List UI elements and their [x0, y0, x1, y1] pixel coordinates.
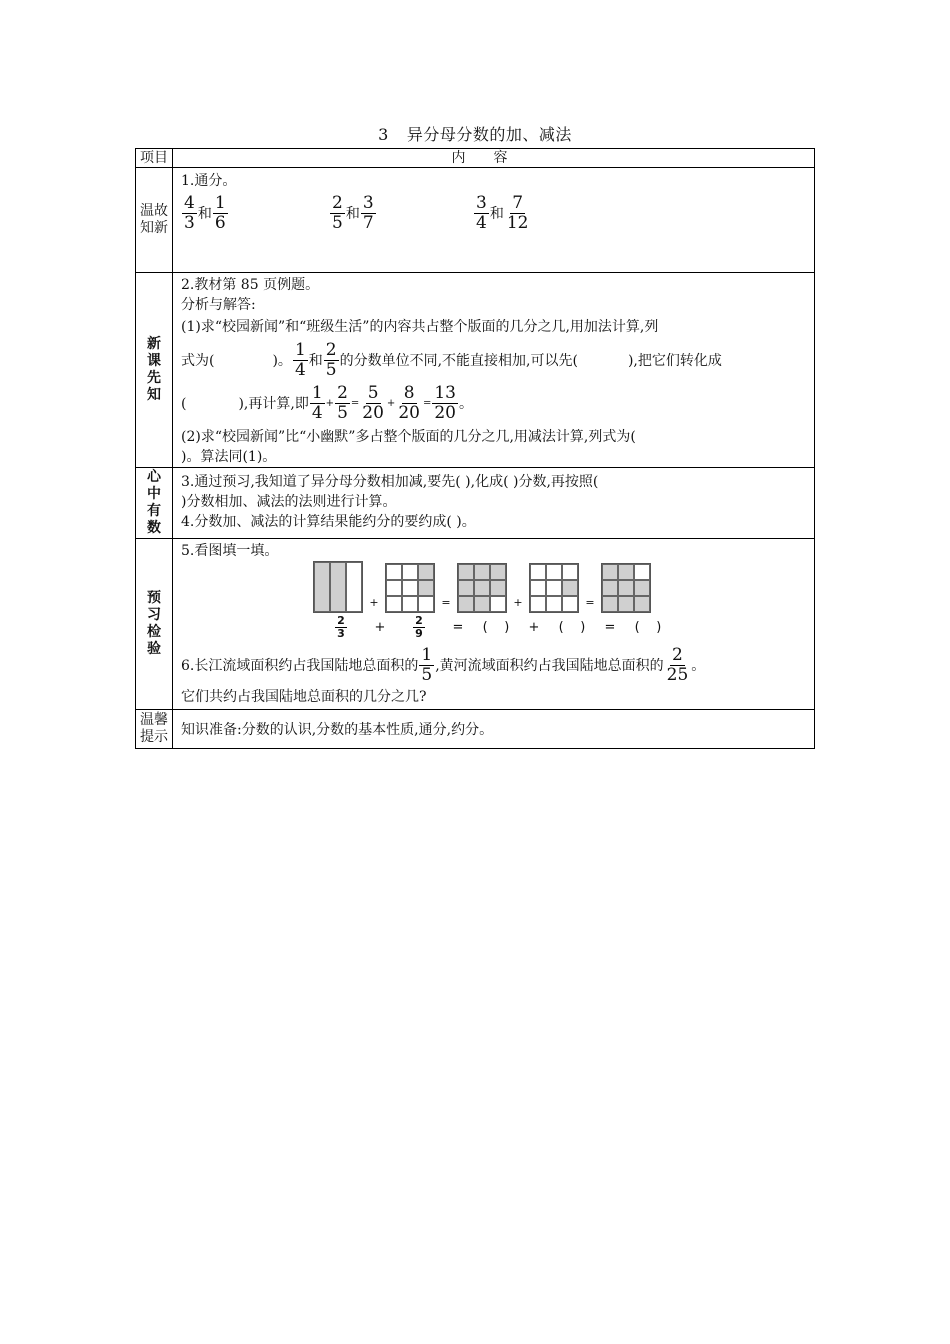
figure-thirds [313, 561, 363, 613]
lesson-table [135, 148, 815, 749]
figure-ninths-a [385, 563, 435, 613]
figure-ninths-b [457, 563, 507, 613]
tip-content: 知识准备:分数的认识,分数的基本性质,通分,约分。 [173, 710, 815, 749]
fraction: $\frac{2}{5}$ [337, 383, 348, 423]
check-content: 5.看图填一填。 + = + = $\frac{2}{3}$ + $\frac{2}{9}$ = ( ) + ( ) = ( ) 6.长江流域面积约占我国陆地总面积的 $\frac{1}{5}$ ,黄河流域面积约占我国陆地总面积的 $\frac{2}{25}$ 。 它们共约占我国陆地总面积的几分之几? [173, 539, 815, 710]
row-review [136, 168, 815, 273]
row-mind [136, 468, 815, 539]
fraction: $\frac{3}{7}$ [362, 193, 374, 233]
fraction: $\frac{13}{20}$ [434, 383, 456, 423]
question-1-title: 1.通分。 [181, 173, 237, 189]
fraction: $\frac{3}{4}$ [476, 193, 487, 233]
fraction: $\frac{2}{3}$ [337, 614, 345, 640]
question-6: 6.长江流域面积约占我国陆地总面积的 $\frac{1}{5}$ ,黄河流域面积约占我国陆地总面积的 $\frac{2}{25}$ 。 [181, 645, 706, 685]
fraction: $\frac{2}{5}$ [325, 340, 337, 380]
fraction: $\frac{4}{3}$ [184, 193, 195, 233]
row-label-tip: 温馨提示 [136, 710, 173, 749]
row-label-newlesson: 新课先知 [136, 273, 173, 468]
header-content: 内容 [173, 149, 815, 168]
newlesson-content: 2.教材第 85 页例题。 分析与解答: (1)求“校园新闻”和“班级生活”的内容共占整个版面的几分之几,用加法计算,列 式为( )。 $\frac{1}{4}$ 和 $\frac{2}{5}$ 的分数单位不同,不能直接相加,可以先( ),把它们转化成 ( ),再计算,即 $\frac{1}{4}$ + $\frac{2}{5}$ = $\frac{5}{20}$ + $\frac{8}{20}$ = $\frac{13}{20}$ 。 (2)求“校园新闻”比“小幽默”多占整个版面的几分之几,用减法计算,列式为( )。算法同(1)。 [173, 273, 815, 468]
page-title: 3 异分母分数的加、减法 [378, 125, 572, 144]
fraction: $\frac{5}{20}$ [362, 383, 384, 423]
newlesson-line4: 式为( )。 $\frac{1}{4}$ 和 $\frac{2}{5}$ 的分数单位不同,不能直接相加,可以先( ),把它们转化成 [181, 340, 722, 380]
figure-ninths-c [529, 563, 579, 613]
row-label-review: 温故知新 [136, 168, 173, 273]
fraction: $\frac{1}{4}$ [311, 383, 323, 423]
figure-ninths-d [601, 563, 651, 613]
row-label-mind: 心中有数 [136, 468, 173, 539]
review-pairs [181, 194, 808, 233]
pair-1: $\frac{4}{3}$ 和 $\frac{1}{6}$ [184, 193, 226, 233]
fraction-figures: + = + = [313, 561, 808, 613]
fraction: $\frac{1}{4}$ [294, 340, 306, 380]
row-tip [136, 710, 815, 749]
pair-2: $\frac{2}{5}$ 和 $\frac{3}{7}$ [332, 193, 374, 233]
fraction: $\frac{1}{5}$ [421, 645, 433, 685]
header-item: 项目 [136, 149, 173, 168]
fraction: $\frac{7}{12}$ [506, 193, 529, 233]
figure-expression: $\frac{2}{3}$ + $\frac{2}{9}$ = ( ) + ( ) = ( ) [313, 615, 808, 640]
fraction: $\frac{2}{5}$ [332, 193, 343, 233]
table-header-row [136, 149, 815, 168]
fraction: $\frac{2}{9}$ [415, 614, 423, 640]
fraction: $\frac{1}{6}$ [214, 193, 226, 233]
row-label-check: 预习检验 [136, 539, 173, 710]
review-content [173, 168, 815, 273]
pair-3: $\frac{3}{4}$ 和 $\frac{7}{12}$ [476, 193, 529, 233]
mind-content: 3.通过预习,我知道了异分母分数相加减,要先( ),化成( )分数,再按照( )分数相加、减法的法则进行计算。 4.分数加、减法的计算结果能约分的要约成( )。 [173, 468, 815, 539]
fraction: $\frac{2}{25}$ [666, 645, 689, 685]
row-newlesson [136, 273, 815, 468]
newlesson-line5: ( ),再计算,即 $\frac{1}{4}$ + $\frac{2}{5}$ = $\frac{5}{20}$ + $\frac{8}{20}$ = $\frac{13}{20}$ 。 [181, 383, 473, 423]
fraction: $\frac{8}{20}$ [398, 383, 420, 423]
row-check [136, 539, 815, 710]
